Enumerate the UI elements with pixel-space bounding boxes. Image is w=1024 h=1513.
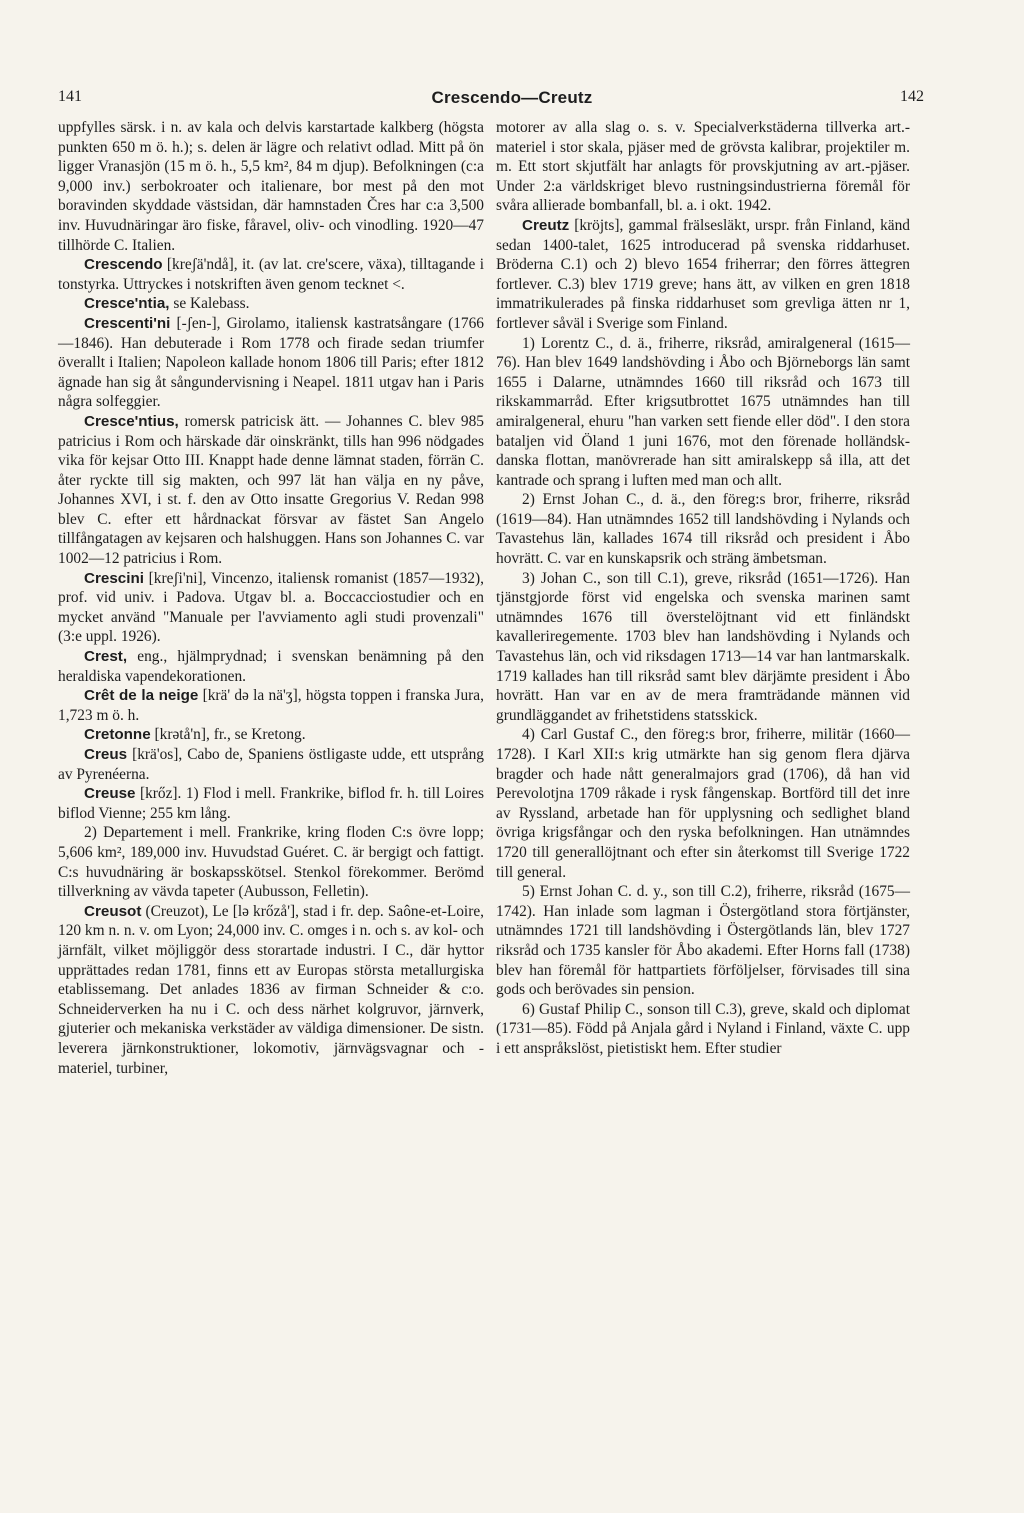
entry-text: 1) Lorentz C., d. ä., friherre, riksråd, amiralgeneral (1615—76). Han blev 1649 landshövding i Åbo och Björneborgs län samt 1655 i Dalarne, utnämndes 1660 till riksråd och 1673 till rikskammarråd. Efter krigsutbrottet 1675 utnämndes han till amiralgeneral, ehuru "han varken sett fiende eller död". I den stora bataljen vid Öland 1 juni 1676, mot den förenade holländsk-danska flottan, manövrerade han sitt amiralskepp så illa, att det kantrade och sprang i luften med man och allt. [496,334,910,489]
entry-text: [krä' də la nä'ʒ], högsta toppen i franska Jura, 1,723 m ö. h. [58,687,484,724]
entry-text: 2) Ernst Johan C., d. ä., den föreg:s bror, friherre, riksråd (1619—84). Han utnämndes 1652 till landshövding i Nylands och Tavastehus län, kallades 1674 till riksråd och president i Åbo hovrätt. C. var en kunskapsrik och sträng ämbetsman. [496,491,910,568]
dictionary-entry [58,255,484,294]
entry-text: [-ʃen-], Girolamo, italiensk kastratsångare (1766—1846). Han debuterade i Rom 1778 och firade sedan triumfer överallt i Italien; Napoleon kallade honom 1806 till Paris; efter 1812 ägnade han sig åt sångundervisning i Neapel. 1811 utgav han i Paris några solfeggier. [58,314,484,411]
dictionary-entry [58,118,484,255]
entry-text: [kreʃi'ni], Vincenzo, italiensk romanist (1857—1932), prof. vid univ. i Padova. Utgav bl. a. Boccacciostudier och en mycket använd "Manuale per l'avviamento agli studi provenzali" (3:e uppl. 1926). [58,569,484,646]
entry-headword: Cresce'ntius, [84,412,179,430]
entry-text: uppfylles särsk. i n. av kala och delvis karstartade kalkberg (högsta punkten 650 m ö. h.); s. delen är lägre och relativt odlad. Mitt på ön ligger Vranasjön (15 m ö. h., 5,5 km², 84 m djup). Befolkningen (c:a 9,000 inv.) serbokroater och italienare, bor mest på den mot boravinden skyddade västsidan, där hamnstaden Čres har c:a 3,500 inv. Huvudnäringar äro fiske, fåravel, oliv- och vinodling. 1920—47 tillhörde C. Italien. [58,119,484,254]
entry-text: 4) Carl Gustaf C., den föreg:s bror, friherre, militär (1660—1728). I Karl XII:s krig utmärkte han sig genom flera djärva bragder och hade nått generalmajors grad (1706), då han vid Perevolotjna 1709 råkade i rysk fångenskap. Bortförd till det inre av Ryssland, arbetade han för upplysning och sedlighet bland övriga krigsfångar och den ryska befolkningen. Han utnämndes 1720 till generallöjtnant och efter sin återkomst till Sverige 1722 till general. [496,726,910,881]
dictionary-entry [58,294,484,314]
right-column [496,118,910,1059]
dictionary-entry [58,725,484,745]
dictionary-entry [58,745,484,784]
left-column [58,118,484,1078]
dictionary-entry [58,784,484,823]
dictionary-entry [496,490,910,568]
dictionary-entry [58,314,484,412]
running-title: Crescendo—Creutz [431,88,593,107]
entry-headword: Crescendo [84,256,163,274]
entry-text: (Creuzot), Le [lə krőzå'], stad i fr. dep. Saône-et-Loire, 120 km n. n. v. om Lyon; 24,000 inv. C. omges i n. och s. av kol- och järnfält, vilket möjliggör dess storartade industri. I C., där hyttor upprättades redan 1781, finns ett av Europas största metallurgiska etablissemang. Det anlades 1836 av firman Schneider & c:o. Schneiderverken ha nu i C. och dess närhet kolgruvor, järnverk, gjuterier och mekaniska verkstäder av väldiga dimensioner. De sistn. leverera järnkonstruktioner, lokomotiv, järnvägsvagnar och -materiel, turbiner, [58,902,484,1077]
page-number-left: 141 [58,88,82,105]
dictionary-entry [58,902,484,1078]
dictionary-entry [58,569,484,647]
entry-text: [kröjts], gammal frälsesläkt, urspr. från Finland, känd sedan 1400-talet, 1625 introducerad på svenska riddarhuset. Bröderna C.1) och 2) blevo 1654 friherrar; den förres ättegren fortlever. C.3) blev 1719 greve; hans ätt, av vilken en gren 1818 immatrikulerades på finska riddarhuset som grevliga ätten nr 1, fortlever såväl i Sverige som Finland. [496,216,910,332]
entry-text: 3) Johan C., son till C.1), greve, riksråd (1651—1726). Han tjänstgjorde först vid engelska och svenska marinen samt utnämndes 1676 till överstelöjtnant vid ett finländskt kavalleriregemente. 1703 blev han landshövding i Nylands och Tavastehus län, och vid riksdagen 1713—14 var han lantmarskalk. 1719 kallades han till riksråd samt blev därjämte president i Åbo hovrätt. Han var en av de mera framträdande männen vid grundläggandet av frihetstidens statsskick. [496,569,910,724]
dictionary-entry [58,823,484,901]
entry-headword: Crest, [84,648,128,666]
page-number-right: 142 [900,88,924,105]
dictionary-entry [496,725,910,882]
entry-headword: Crêt de la neige [84,687,199,705]
entry-headword: Cresce'ntia, [84,295,170,313]
entry-headword: Crescenti'ni [84,314,171,332]
entry-text: motorer av alla slag o. s. v. Specialverkstäderna tillverka art.-materiel i stor skala, pjäser med de grövsta kalibrar, projektiler m. m. Ett stort skjutfält har anlagts för provskjutning av art.-pjäser. Under 2:a världskriget blevo rustningsindustrierna föremål för svåra allierade bombanfall, bl. a. i okt. 1942. [496,119,910,215]
entry-text: [krőz]. 1) Flod i mell. Frankrike, biflod fr. h. till Loires biflod Vienne; 255 km lång. [58,785,484,822]
dictionary-entry [496,569,910,726]
entry-text: 5) Ernst Johan C. d. y., son till C.2), friherre, riksråd (1675—1742). Han inlade som lagman i Östergötland stora förtjänster, utnämndes 1721 till landshövding i Östergötlands län, blev 1727 riksråd och 1735 kansler för Åbo akademi. Efter Horns fall (1738) blev han föremål för hattpartiets förföljelser, förvisades till sina gods och berövades sin pension. [496,883,910,999]
entry-text: [kreʃä'ndå], it. (av lat. cre'scere, växa), tilltagande i tonstyrka. Uttryckes i notskriften även genom tecknet <. [58,256,484,293]
entry-headword: Creuse [84,785,136,803]
dictionary-entry [58,412,484,569]
dictionary-entry [58,647,484,686]
entry-headword: Creutz [522,216,570,234]
entry-text: romersk patricisk ätt. — Johannes C. blev 985 patricius i Rom och härskade där oinskränkt, tills han 996 nödgades vika för kejsar Otto III. Knappt hade denne lämnat staden, förrän C. åter ryckte till sig makten, och 997 lät han välja en ny påve, Johannes XVI, i st. f. den av Otto insatte Gregorius V. Redan 998 blev C. efter ett hårdnackat försvar av fästet San Angelo tillfångatagen av kejsaren och halshuggen. Hans son Johannes C. var 1002—12 patricius i Rom. [58,412,484,568]
page-header [0,88,1024,114]
entry-text: 2) Departement i mell. Frankrike, kring floden C:s övre lopp; 5,606 km², 189,000 inv. Huvudstad Guéret. C. är bergigt och fattigt. C:s huvudnäring är boskapsskötsel. Stenkol förekommer. Berömd tillverkning av vävda tapeter (Aubusson, Felletin). [58,824,484,901]
entry-headword: Cretonne [84,726,151,744]
entry-headword: Creus [84,746,128,763]
dictionary-entry [496,882,910,1000]
entry-text: 6) Gustaf Philip C., sonson till C.3), greve, skald och diplomat (1731—85). Född på Anjala gård i Nyland i Finland, växte C. upp i ett anspråkslöst, pietistiskt hem. Efter studier [496,1000,910,1057]
entry-text: se Kalebass. [169,295,250,313]
dictionary-entry [496,118,910,216]
dictionary-entry [496,1000,910,1059]
dictionary-entry [496,334,910,491]
dictionary-entry [496,216,910,334]
entry-text: eng., hjälmprydnad; i svenskan benämning på den heraldiska vapendekorationen. [58,648,484,685]
entry-headword: Crescini [84,569,144,587]
entry-headword: Creusot [84,902,142,920]
entry-text: [krä'os], Cabo de, Spaniens östligaste udde, ett utsprång av Pyrenéerna. [58,746,484,783]
dictionary-entry [58,686,484,725]
entry-text: [krətå'n], fr., se Kretong. [150,726,306,744]
